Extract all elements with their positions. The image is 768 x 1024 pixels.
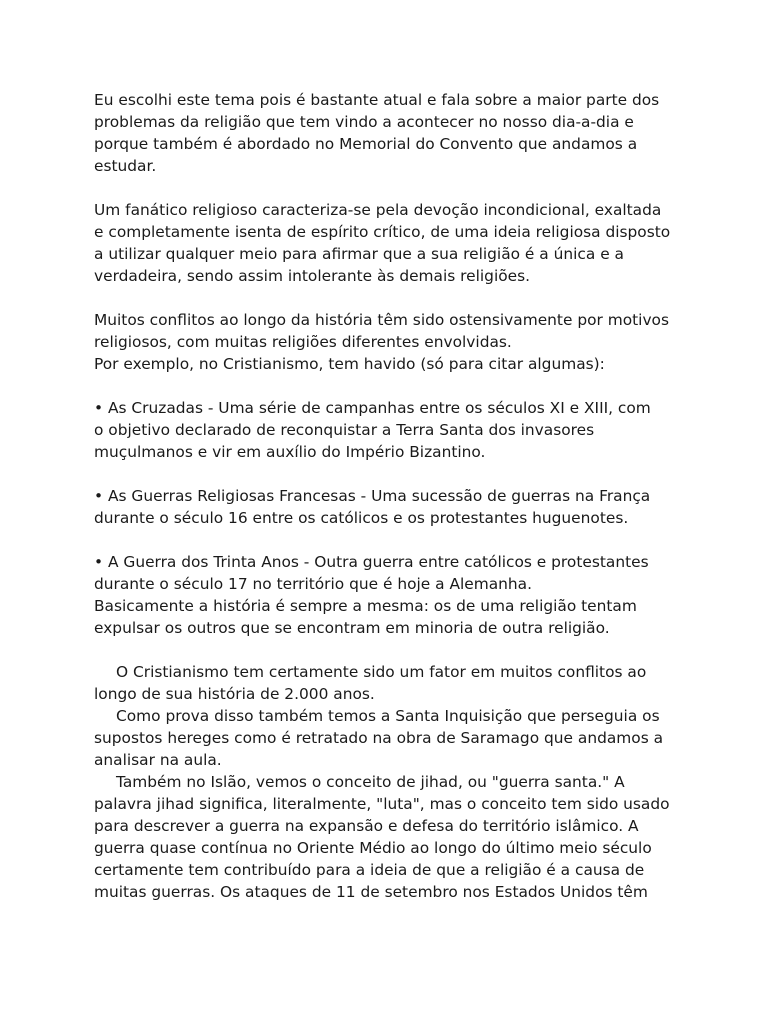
text-line: analisar na aula. <box>94 751 222 769</box>
text-line: Também no Islão, vemos o conceito de jihad, ou "guerra santa." A <box>116 773 625 791</box>
text-line: Por exemplo, no Cristianismo, tem havido (só para citar algumas): <box>94 355 605 373</box>
text-line: religiosos, com muitas religiões diferentes envolvidas. <box>94 333 512 351</box>
text-line: palavra jihad significa, literalmente, "luta", mas o conceito tem sido usado <box>94 795 670 813</box>
paragraph-conflicts <box>94 309 684 375</box>
paragraph-fanatic-definition <box>94 199 684 287</box>
text-line: Muitos conflitos ao longo da história têm sido ostensivamente por motivos <box>94 311 669 329</box>
text-line: estudar. <box>94 157 157 175</box>
bullet-thirty-years-war <box>94 551 684 639</box>
text-line: a utilizar qualquer meio para afirmar que a sua religião é a única e a <box>94 245 624 263</box>
text-line: • A Guerra dos Trinta Anos - Outra guerra entre católicos e protestantes <box>94 553 649 571</box>
text-line: • As Guerras Religiosas Francesas - Uma sucessão de guerras na França <box>94 487 651 505</box>
bullet-french-wars <box>94 485 684 529</box>
text-line: • As Cruzadas - Uma série de campanhas entre os séculos XI e XIII, com <box>94 399 651 417</box>
text-line: durante o século 16 entre os católicos e os protestantes huguenotes. <box>94 509 629 527</box>
text-line: para descrever a guerra na expansão e defesa do território islâmico. A <box>94 817 639 835</box>
text-line: supostos hereges como é retratado na obra de Saramago que andamos a <box>94 729 664 747</box>
text-line: guerra quase contínua no Oriente Médio ao longo do último meio século <box>94 839 652 857</box>
bullet-crusades <box>94 397 684 463</box>
text-line: Basicamente a história é sempre a mesma: os de uma religião tentam <box>94 597 637 615</box>
text-line: verdadeira, sendo assim intolerante às demais religiões. <box>94 267 531 285</box>
paragraph-christianity-islam <box>94 661 684 903</box>
text-line: muitas guerras. Os ataques de 11 de setembro nos Estados Unidos têm <box>94 883 648 901</box>
text-line: porque também é abordado no Memorial do Convento que andamos a <box>94 135 638 153</box>
text-line: durante o século 17 no território que é hoje a Alemanha. <box>94 575 533 593</box>
text-line: expulsar os outros que se encontram em minoria de outra religião. <box>94 619 610 637</box>
text-line: o objetivo declarado de reconquistar a Terra Santa dos invasores <box>94 421 595 439</box>
text-line: Como prova disso também temos a Santa Inquisição que perseguia os <box>116 707 660 725</box>
text-line: muçulmanos e vir em auxílio do Império Bizantino. <box>94 443 486 461</box>
text-line: e completamente isenta de espírito crítico, de uma ideia religiosa disposto <box>94 223 671 241</box>
text-line: longo de sua história de 2.000 anos. <box>94 685 375 703</box>
text-line: O Cristianismo tem certamente sido um fator em muitos conflitos ao <box>116 663 647 681</box>
document-body <box>94 89 684 903</box>
text-line: certamente tem contribuído para a ideia de que a religião é a causa de <box>94 861 645 879</box>
paragraph-intro <box>94 89 684 177</box>
text-line: problemas da religião que tem vindo a acontecer no nosso dia-a-dia e <box>94 113 634 131</box>
text-line: Eu escolhi este tema pois é bastante atual e fala sobre a maior parte dos <box>94 91 660 109</box>
text-line: Um fanático religioso caracteriza-se pela devoção incondicional, exaltada <box>94 201 662 219</box>
